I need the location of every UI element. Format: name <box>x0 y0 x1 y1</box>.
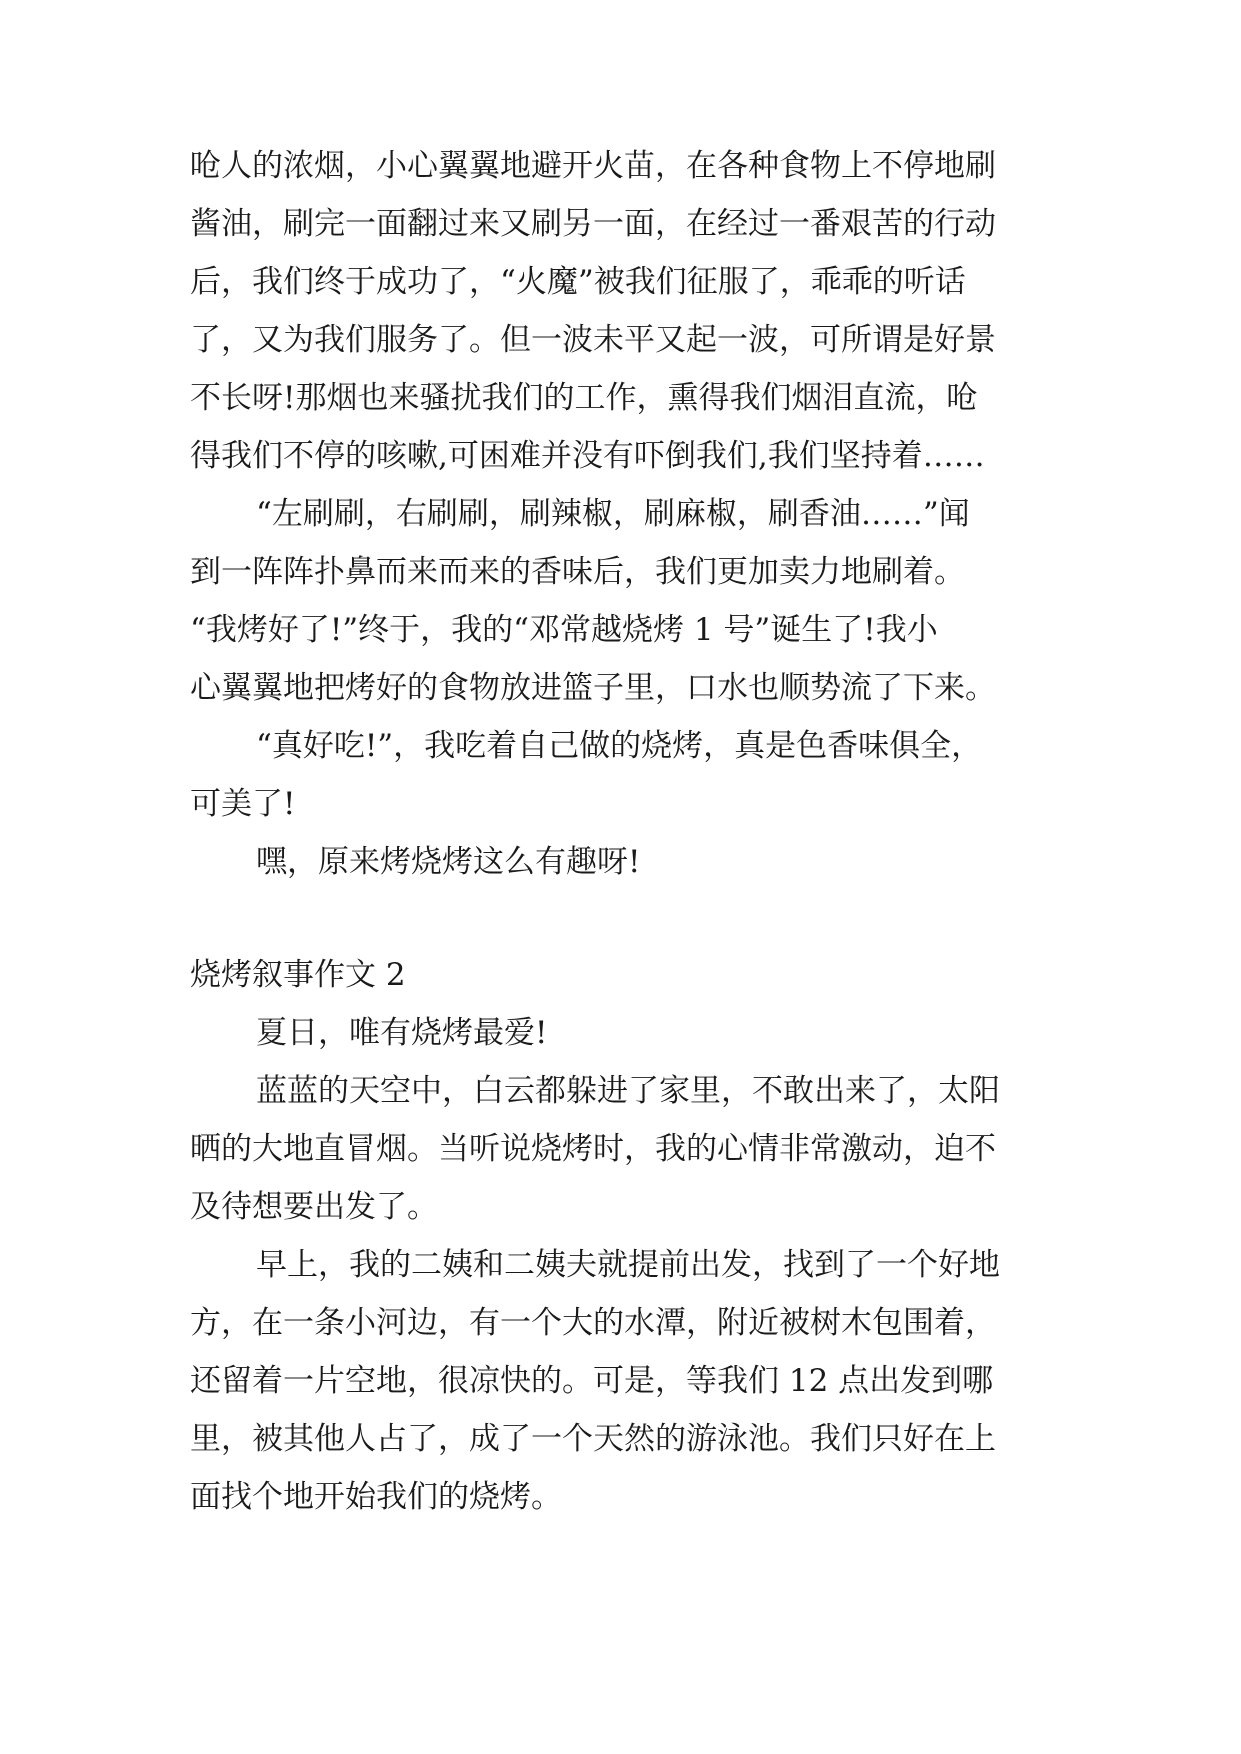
text-line: 得我们不停的咳嗽,可困难并没有吓倒我们,我们坚持着…… <box>190 438 985 474</box>
paragraph-start-line: 早上，我的二姨和二姨夫就提前出发，找到了一个好地 <box>256 1247 1000 1283</box>
text-line: 呛人的浓烟，小心翼翼地避开火苗，在各种食物上不停地刷 <box>190 148 996 184</box>
text-line: 后，我们终于成功了，“火魔”被我们征服了，乖乖的听话 <box>190 264 966 300</box>
text-line: 及待想要出发了。 <box>190 1189 438 1225</box>
text-line: 面找个地开始我们的烧烤。 <box>190 1479 562 1515</box>
text-line: 晒的大地直冒烟。当听说烧烤时，我的心情非常激动，迫不 <box>190 1131 996 1167</box>
text-line: 心翼翼地把烤好的食物放进篮子里，口水也顺势流了下来。 <box>190 670 996 706</box>
paragraph-start-line: 夏日，唯有烧烤最爱! <box>256 1015 548 1051</box>
paragraph-start-line: “左刷刷，右刷刷，刷辣椒，刷麻椒，刷香油……”闻 <box>256 496 970 532</box>
text-line: 还留着一片空地，很凉快的。可是，等我们 12 点出发到哪 <box>190 1363 994 1399</box>
text-line: 里，被其他人占了，成了一个天然的游泳池。我们只好在上 <box>190 1421 996 1457</box>
text-line: 酱油，刷完一面翻过来又刷另一面，在经过一番艰苦的行动 <box>190 206 996 242</box>
text-line: 到一阵阵扑鼻而来而来的香味后，我们更加卖力地刷着。 <box>190 554 965 590</box>
text-line: 方，在一条小河边，有一个大的水潭，附近被树木包围着， <box>190 1305 996 1341</box>
text-line: 了，又为我们服务了。但一波未平又起一波，可所谓是好景 <box>190 322 996 358</box>
paragraph-start-line: “真好吃!”，我吃着自己做的烧烤，真是色香味俱全， <box>256 728 983 764</box>
text-line: 可美了! <box>190 786 296 822</box>
paragraph-start-line: 嘿，原来烤烧烤这么有趣呀! <box>256 844 641 880</box>
text-line: “我烤好了!”终于，我的“邓常越烧烤 1 号”诞生了!我小 <box>190 612 938 648</box>
section-title: 烧烤叙事作文 2 <box>190 957 406 993</box>
paragraph-start-line: 蓝蓝的天空中，白云都躲进了家里，不敢出来了，太阳 <box>256 1073 1000 1109</box>
text-line: 不长呀!那烟也来骚扰我们的工作，熏得我们烟泪直流，呛 <box>190 380 978 416</box>
